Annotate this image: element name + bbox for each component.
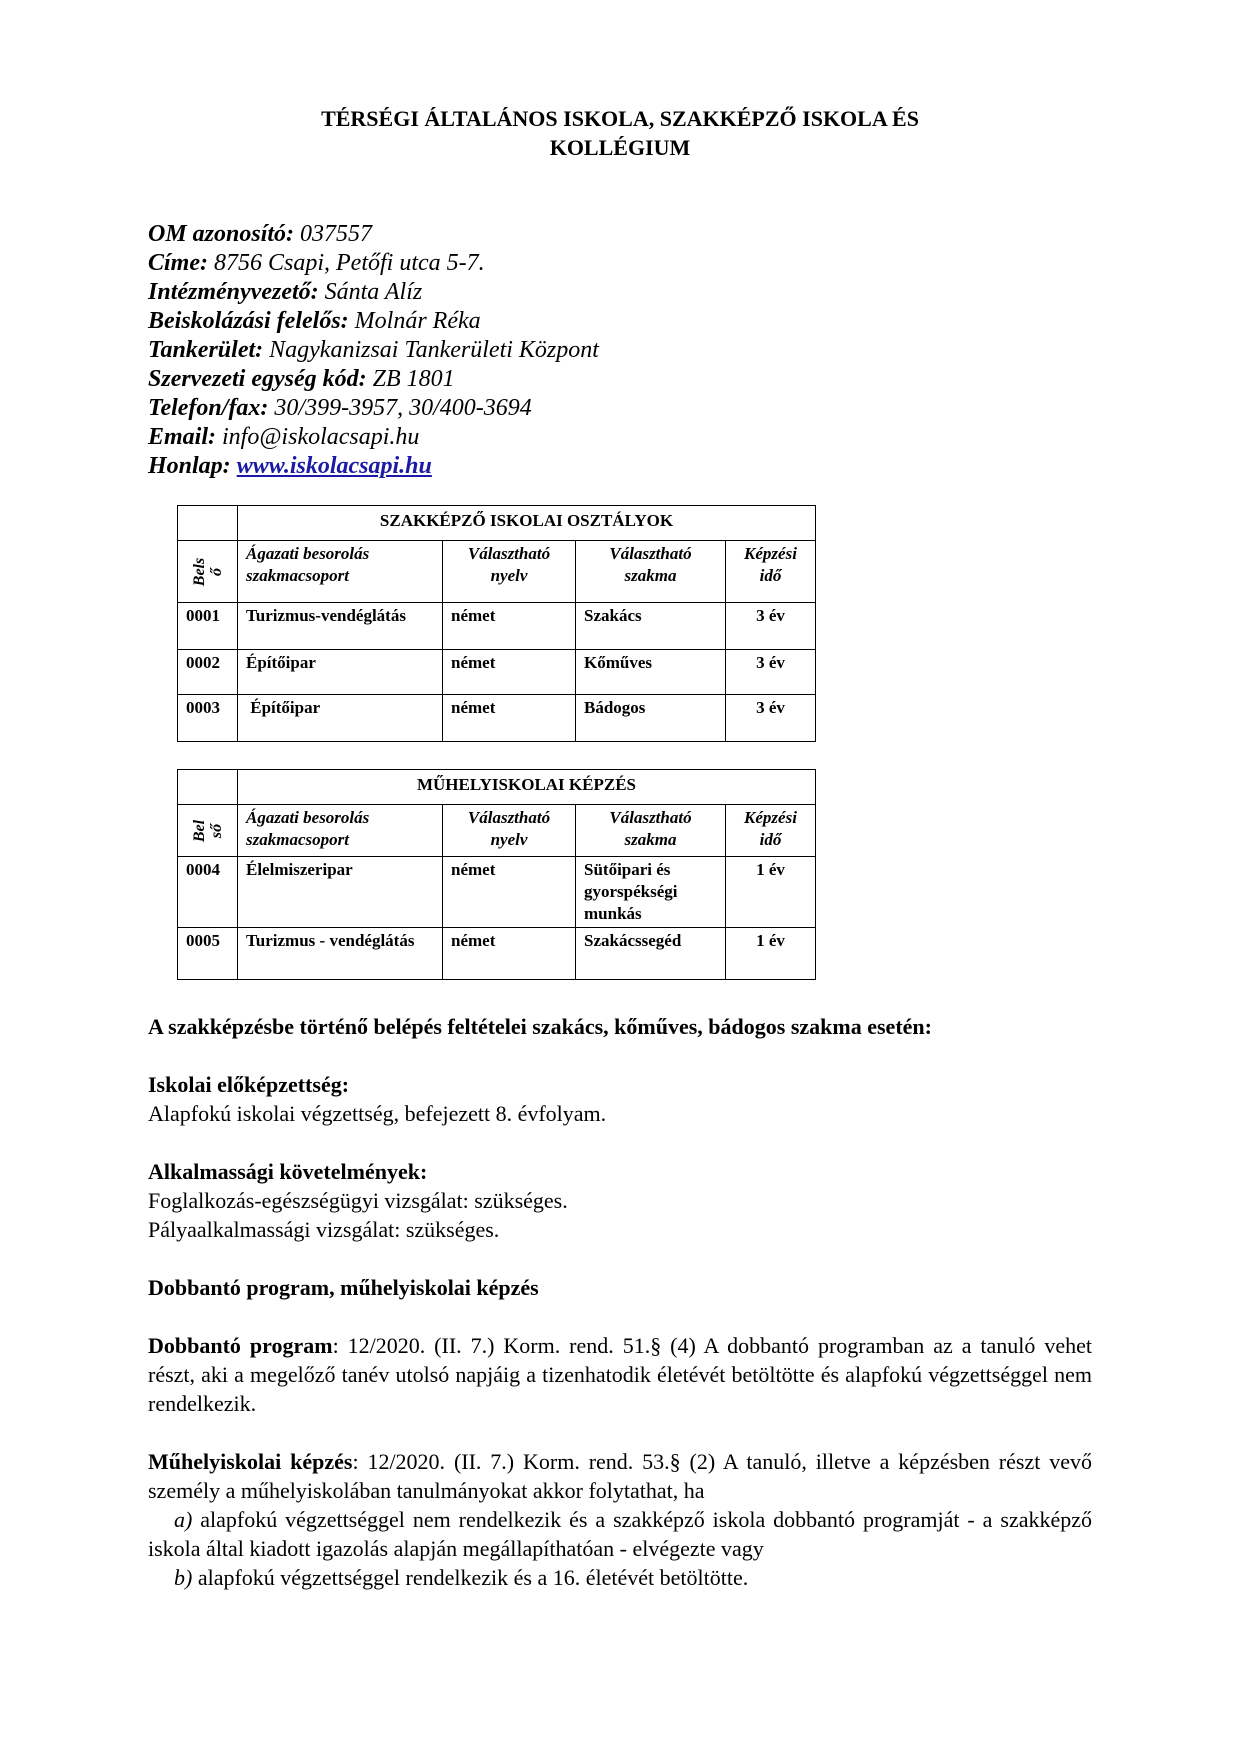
- email-label: Email:: [148, 424, 217, 450]
- district-label: Tankerület:: [148, 337, 264, 363]
- header-cell-sector: Ágazati besorolás szakmacsoport: [238, 805, 443, 857]
- cell-language: német: [443, 650, 576, 695]
- cell-profession: Bádogos: [576, 695, 726, 742]
- header-cell-language: Választható nyelv: [443, 541, 576, 603]
- header-cell-profession: Választható szakma: [576, 805, 726, 857]
- header-cell-sector: Ágazati besorolás szakmacsoport: [238, 541, 443, 603]
- fitness-heading: Alkalmassági követelmények:: [148, 1159, 428, 1184]
- header-cell-profession: Választható szakma: [576, 541, 726, 603]
- table-row: [178, 857, 816, 928]
- unit-label: Szervezeti egység kód:: [148, 366, 367, 392]
- table-row: [178, 928, 816, 980]
- table-header-row: [178, 541, 816, 603]
- email-row: [148, 423, 1048, 452]
- web-label: Honlap:: [148, 453, 231, 479]
- cell-language: német: [443, 603, 576, 650]
- document-body: [148, 1012, 1092, 1592]
- head-row: [148, 278, 1048, 307]
- table-caption: MŰHELYISKOLAI KÉPZÉS: [238, 770, 816, 805]
- enroll-label: Beiskolázási felelős:: [148, 308, 349, 334]
- address-row: [148, 249, 1048, 278]
- title-line-1: TÉRSÉGI ÁLTALÁNOS ISKOLA, SZAKKÉPZŐ ISKOLA ÉS: [321, 106, 919, 131]
- cell-code: 0005: [178, 928, 238, 980]
- phone-value: 30/399-3957, 30/400-3694: [268, 395, 532, 421]
- cell-profession: Sütőipari és gyorspékségi munkás: [576, 857, 726, 928]
- cell-profession: Szakács: [576, 603, 726, 650]
- item-b: [148, 1563, 1092, 1592]
- table-row: [178, 695, 816, 742]
- header-cell-duration: Képzési idő: [726, 541, 816, 603]
- cell-profession: Szakácssegéd: [576, 928, 726, 980]
- fitness-line-1: Foglalkozás-egészségügyi vizsgálat: szükséges.: [148, 1188, 568, 1213]
- muhely-label: Műhelyiskolai képzés: [148, 1449, 353, 1474]
- table-caption: SZAKKÉPZŐ ISKOLAI OSZTÁLYOK: [238, 506, 816, 541]
- om-row: [148, 220, 1048, 249]
- dobbanto-heading: Dobbantó program, műhelyiskolai képzés: [148, 1275, 539, 1300]
- table-caption-row: [178, 770, 816, 805]
- web-row: [148, 452, 1048, 481]
- dobbanto-paragraph: [148, 1331, 1092, 1418]
- cell-sector: Élelmiszeripar: [238, 857, 443, 928]
- item-a-letter: a): [174, 1507, 193, 1532]
- phone-row: [148, 394, 1048, 423]
- header-cell-duration: Képzési idő: [726, 805, 816, 857]
- table-header-row: [178, 805, 816, 857]
- prereq-heading: Iskolai előképzettség:: [148, 1072, 350, 1097]
- district-value: Nagykanizsai Tankerületi Központ: [263, 337, 599, 363]
- unit-value: ZB 1801: [366, 366, 455, 392]
- dobbanto-text: : 12/2020. (II. 7.) Korm. rend. 51.§ (4) A dobbantó programban az a tanuló vehet részt, aki a megelőző tanév utolsó napjáig a tizenhatodik életévét betöltötte és alapfokú végzettséggel nem rendelkezik.: [148, 1333, 1092, 1416]
- workshop-training-table: [177, 769, 816, 980]
- table-row: [178, 650, 816, 695]
- item-a-text: alapfokú végzettséggel nem rendelkezik és a szakképző iskola dobbantó programját - a szakképző iskola által kiadott igazolás alapján megállapíthatóan - elvégezte vagy: [148, 1507, 1092, 1561]
- enroll-row: [148, 307, 1048, 336]
- page-title: [148, 104, 1092, 162]
- header-cell-internal: Bel ső: [178, 805, 238, 857]
- cell-language: német: [443, 928, 576, 980]
- cell-duration: 1 év: [726, 928, 816, 980]
- head-value: Sánta Alíz: [318, 279, 423, 305]
- cell-duration: 3 év: [726, 603, 816, 650]
- fitness-line-2: Pályaalkalmassági vizsgálat: szükséges.: [148, 1217, 500, 1242]
- item-a: [148, 1505, 1092, 1563]
- om-label: OM azonosító:: [148, 221, 295, 247]
- vocational-classes-table: [177, 505, 816, 742]
- cell-code: 0001: [178, 603, 238, 650]
- address-value: 8756 Csapi, Petőfi utca 5-7.: [208, 250, 485, 276]
- cell-language: német: [443, 857, 576, 928]
- cell-language: német: [443, 695, 576, 742]
- table-corner-cell: [178, 506, 238, 541]
- muhely-text: : 12/2020. (II. 7.) Korm. rend. 53.§ (2) A tanuló, illetve a képzésben részt vevő személy a műhelyiskolában tanulmányokat akkor folytathat, ha: [148, 1449, 1092, 1503]
- cell-duration: 1 év: [726, 857, 816, 928]
- muhely-paragraph: [148, 1447, 1092, 1505]
- phone-label: Telefon/fax:: [148, 395, 269, 421]
- cell-profession: Kőműves: [576, 650, 726, 695]
- cell-duration: 3 év: [726, 695, 816, 742]
- title-line-2: KOLLÉGIUM: [549, 135, 691, 160]
- cell-code: 0004: [178, 857, 238, 928]
- cell-sector: Turizmus-vendéglátás: [238, 603, 443, 650]
- conditions-heading: A szakképzésbe történő belépés feltételei szakács, kőműves, bádogos szakma esetén:: [148, 1014, 932, 1039]
- cell-sector: Építőipar: [238, 695, 443, 742]
- website-link[interactable]: www.iskolacsapi.hu: [236, 453, 432, 479]
- om-value: 037557: [294, 221, 373, 247]
- item-b-text: alapfokú végzettséggel rendelkezik és a 16. életévét betöltötte.: [192, 1565, 749, 1590]
- table-row: [178, 603, 816, 650]
- address-label: Címe:: [148, 250, 208, 276]
- dobbanto-label: Dobbantó program: [148, 1333, 333, 1358]
- enroll-value: Molnár Réka: [348, 308, 481, 334]
- item-b-letter: b): [174, 1565, 193, 1590]
- header-cell-internal: Bels ő: [178, 541, 238, 603]
- cell-sector: Építőipar: [238, 650, 443, 695]
- head-label: Intézményvezető:: [148, 279, 319, 305]
- cell-code: 0002: [178, 650, 238, 695]
- prereq-text: Alapfokú iskolai végzettség, befejezett 8. évfolyam.: [148, 1101, 607, 1126]
- cell-code: 0003: [178, 695, 238, 742]
- table-caption-row: [178, 506, 816, 541]
- cell-sector: Turizmus - vendéglátás: [238, 928, 443, 980]
- table-corner-cell: [178, 770, 238, 805]
- cell-duration: 3 év: [726, 650, 816, 695]
- district-row: [148, 336, 1048, 365]
- unit-row: [148, 365, 1048, 394]
- header-cell-language: Választható nyelv: [443, 805, 576, 857]
- email-value: info@iskolacsapi.hu: [216, 424, 420, 450]
- school-info: [148, 220, 1048, 481]
